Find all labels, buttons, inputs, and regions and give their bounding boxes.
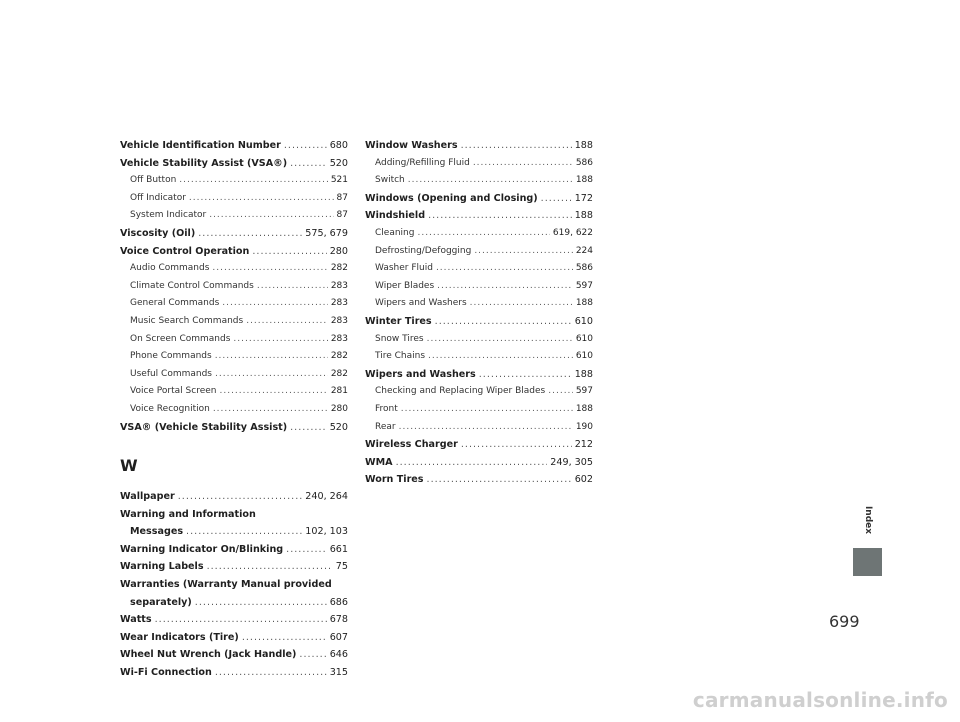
entry-label: Off Indicator [130,192,186,203]
entry-page: 188 [575,298,593,309]
entry-page: 212 [574,439,593,451]
leader-dots [178,488,303,506]
index-subentry [365,348,593,366]
entry-label: Adding/Refilling Fluid [375,157,470,168]
entry-page: 607 [329,631,348,643]
leader-dots [427,471,572,489]
leader-dots [252,243,326,261]
index-entry [120,541,348,559]
entry-label: Defrosting/Defogging [375,245,472,256]
leader-dots [222,295,328,313]
leader-dots [155,611,327,629]
index-entry [120,558,348,576]
entry-page: 678 [329,614,348,626]
entry-page: 521 [330,175,348,186]
entry-label: On Screen Commands [130,333,231,344]
entry-label: WMA [365,456,393,468]
entry-page: 283 [330,298,348,309]
entry-label: Vehicle Stability Assist (VSA®) [120,157,288,169]
leader-dots [209,207,333,225]
leader-dots [299,646,326,664]
leader-dots [198,225,302,243]
entry-page: 602 [574,474,593,486]
entry-label: Wipers and Washers [375,298,467,309]
index-entry [120,243,348,261]
entry-label: Front [375,403,398,414]
index-entry [120,155,348,173]
leader-dots [479,366,572,384]
entry-page: 240, 264 [305,491,348,503]
index-entry [365,313,593,331]
entry-page: 224 [575,245,593,256]
entry-label: Audio Commands [130,263,210,274]
entry-page: 283 [330,315,348,326]
entry-page: 586 [575,263,593,274]
index-subentry [365,331,593,349]
entry-label: System Indicator [130,210,207,221]
index-entry [365,436,593,454]
leader-dots [215,348,328,366]
index-subentry [120,366,348,384]
entry-label: Tire Chains [375,351,426,362]
entry-label: Voice Portal Screen [130,386,217,397]
entry-label: Vehicle Identification Number [120,140,281,151]
entry-page: 75 [335,561,348,573]
leader-dots [437,278,573,296]
index-entry [365,454,593,472]
entry-page: 686 [329,596,348,608]
entry-label: Off Button [130,175,177,186]
entry-page: 610 [575,333,593,344]
entry-page: 619, 622 [552,227,593,238]
section-letter: W [120,456,138,476]
leader-dots [219,383,327,401]
index-entry-continued [120,523,348,541]
entry-page: 188 [574,368,593,380]
entry-label: Cleaning [375,227,415,238]
entry-label: Checking and Replacing Wiper Blades [375,386,546,397]
entry-label: separately) [130,596,192,608]
entry-page: 610 [575,351,593,362]
leader-dots [290,419,327,437]
index-entry [120,646,348,664]
entry-label: Switch [375,175,405,186]
entry-page: 281 [330,386,348,397]
entry-label: Windows (Opening and Closing) [365,192,538,204]
entry-page: 282 [330,351,348,362]
leader-dots [541,190,572,208]
index-subentry [120,295,348,313]
entry-page: 283 [330,280,348,291]
leader-dots [195,594,327,612]
leader-dots [461,137,572,155]
leader-dots [399,419,573,437]
entry-page: 280 [329,245,348,257]
entry-label: Wireless Charger [365,439,458,451]
index-subentry [120,260,348,278]
index-subentry [365,419,593,437]
entry-label: Climate Control Commands [130,280,254,291]
entry-label: Window Washers [365,140,458,151]
index-subentry [120,401,348,419]
watermark-text: carmanualsonline.info [692,688,948,712]
entry-label: Warning Labels [120,561,204,573]
leader-dots [401,401,573,419]
entry-label: Wear Indicators (Tire) [120,631,239,643]
index-entry [120,629,348,647]
leader-dots [257,278,328,296]
entry-page: 249, 305 [550,456,593,468]
leader-dots [461,436,572,454]
leader-dots [286,541,327,559]
entry-page: 282 [330,263,348,274]
index-subentry [365,243,593,261]
index-subentry [365,155,593,173]
entry-page: 597 [575,280,593,291]
index-subentry [365,278,593,296]
index-subentry [365,225,593,243]
entry-label: Snow Tires [375,333,424,344]
entry-label: Worn Tires [365,474,424,486]
entry-page: 575, 679 [305,227,348,239]
leader-dots [284,137,327,155]
entry-page: 646 [329,649,348,661]
index-subentry [120,383,348,401]
entry-page: 610 [574,315,593,327]
entry-label: Voice Recognition [130,403,210,414]
entry-label: Watts [120,614,152,626]
leader-dots [233,331,327,349]
entry-page: 188 [574,140,593,151]
index-entry [365,137,593,155]
entry-page: 172 [574,192,593,204]
entry-label: Warning Indicator On/Blinking [120,543,284,555]
entry-page: 315 [329,667,348,679]
index-entry: Warranties (Warranty Manual provided [120,579,332,591]
index-subentry [120,331,348,349]
entry-page: 102, 103 [305,526,348,538]
leader-dots [473,155,573,173]
entry-page: 188 [574,210,593,222]
entry-label: Phone Commands [130,351,212,362]
entry-label: Viscosity (Oil) [120,227,196,239]
index-subentry [120,190,348,208]
entry-label: Wallpaper [120,491,175,503]
page-number: 699 [829,612,860,631]
leader-dots [215,664,327,682]
entry-page: 188 [575,403,593,414]
leader-dots [215,366,328,384]
index-subentry [365,401,593,419]
entry-page: 190 [575,421,593,432]
entry-label: Wheel Nut Wrench (Jack Handle) [120,649,297,661]
entry-page: 283 [330,333,348,344]
leader-dots [396,454,548,472]
index-subentry [120,348,348,366]
index-entry-continued [120,594,348,612]
leader-dots [290,155,327,173]
leader-dots [189,190,334,208]
side-tab-marker [853,548,882,576]
leader-dots [212,260,327,278]
index-entry [365,366,593,384]
entry-page: 188 [575,175,593,186]
entry-page: 280 [330,403,348,414]
entry-label: Voice Control Operation [120,245,250,257]
entry-label: General Commands [130,298,220,309]
leader-dots [246,313,328,331]
entry-page: 520 [329,157,348,169]
entry-label: Messages [130,526,184,538]
index-subentry [365,172,593,190]
leader-dots [179,172,328,190]
index-entry [365,190,593,208]
entry-label: VSA® (Vehicle Stability Assist) [120,421,288,433]
index-entry [120,611,348,629]
leader-dots [435,313,572,331]
entry-label: Washer Fluid [375,263,433,274]
index-subentry [365,260,593,278]
entry-page: 680 [329,140,348,151]
entry-label: Rear [375,421,396,432]
index-entry [365,207,593,225]
index-entry [120,137,348,155]
entry-label: Music Search Commands [130,315,244,326]
leader-dots [207,558,333,576]
entry-label: Wipers and Washers [365,368,476,380]
index-column-right [365,137,593,489]
leader-dots [417,225,549,243]
index-subentry [120,207,348,225]
index-entry [120,664,348,682]
leader-dots [428,348,573,366]
leader-dots [186,523,302,541]
leader-dots [428,207,572,225]
entry-page: 597 [575,386,593,397]
index-entry [120,225,348,243]
side-tab-label: Index [863,505,874,535]
index-column-left [120,137,348,682]
entry-page: 520 [329,421,348,433]
entry-page: 586 [575,157,593,168]
index-subentry [120,278,348,296]
entry-page: 87 [336,192,348,203]
index-entry: Warning and Information [120,508,256,520]
entry-label: Wiper Blades [375,280,435,291]
index-entry [120,488,348,506]
entry-label: Wi-Fi Connection [120,667,212,679]
entry-page: 661 [329,543,348,555]
index-subentry [365,295,593,313]
entry-label: Winter Tires [365,315,432,327]
index-subentry [120,313,348,331]
leader-dots [474,243,573,261]
entry-page: 87 [336,210,348,221]
leader-dots [470,295,573,313]
leader-dots [548,383,573,401]
entry-label: Useful Commands [130,368,212,379]
index-entry [120,419,348,437]
index-subentry [365,383,593,401]
leader-dots [242,629,327,647]
leader-dots [408,172,573,190]
leader-dots [436,260,573,278]
index-entry [365,471,593,489]
entry-page: 282 [330,368,348,379]
leader-dots [213,401,328,419]
leader-dots [427,331,573,349]
entry-label: Windshield [365,210,426,222]
index-subentry [120,172,348,190]
